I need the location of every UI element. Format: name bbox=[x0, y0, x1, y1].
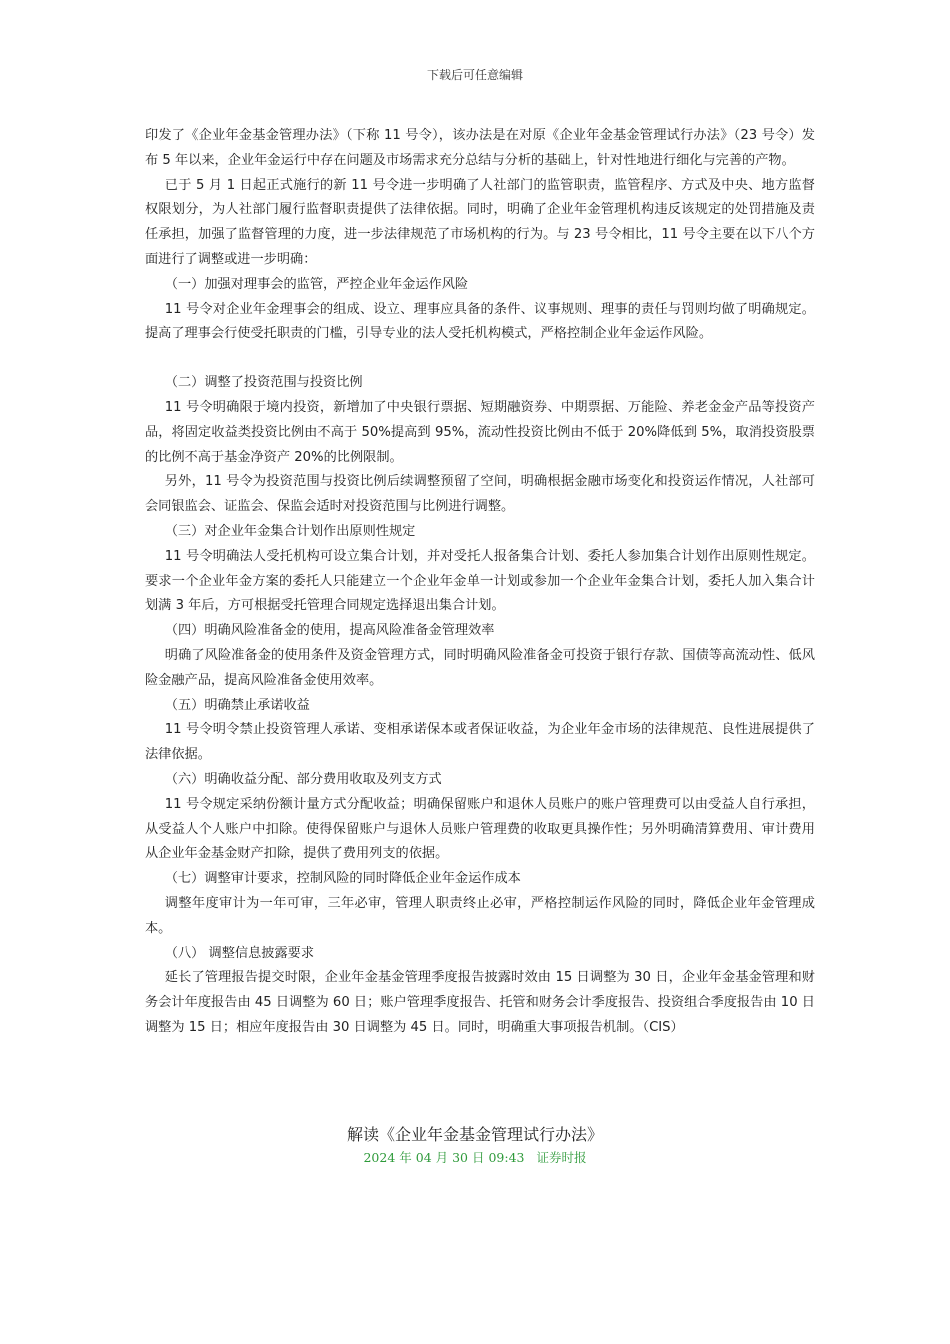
paragraph-overview: 已于 5 月 1 日起正式施行的新 11 号令进一步明确了人社部门的监管职责，监管程序、方式及中央、地方监督权限划分，为人社部门履行监督职责提供了法律依据。同时，明确了企业年金管理机构违反该规定的处罚措施及责任承担，加强了监督管理的力度，进一步法律规范了市场机构的行为。与 23 号令相比，11 号令主要在以下八个方面进行了调整或进一步明确： bbox=[145, 177, 815, 267]
paragraph-intro: 印发了《企业年金基金管理办法》（下称 11 号令），该办法是在对原《企业年金基金管理试行办法》（23 号令）发布 5 年以来，企业年金运行中存在问题及市场需求充分总结与分析的基础上，针对性地进行细化与完善的产物。 bbox=[145, 128, 815, 168]
paragraph-section-1: 11 号令对企业年金理事会的组成、设立、理事应具备的条件、议事规则、理事的责任与罚则均做了明确规定。提高了理事会行使受托职责的门槛，引导专业的法人受托机构模式，严格控制企业年金运作风险。 bbox=[145, 301, 815, 342]
section-heading-6: （六）明确收益分配、部分费用收取及列支方式 bbox=[164, 771, 442, 787]
section-heading-5: （五）明确禁止承诺收益 bbox=[164, 697, 310, 713]
paragraph-section-8: 延长了管理报告提交时限，企业年金基金管理季度报告披露时效由 15 日调整为 30 日，企业年金基金管理和财务会计年度报告由 45 日调整为 60 日；账户管理季度报告、托管和财务会计季度报告、投资组合季度报告由 10 日调整为 15 日；相应年度报告由 30 日调整为 45 日。同时，明确重大事项报告机制。（CIS） bbox=[145, 970, 815, 1035]
article-meta bbox=[0, 1148, 950, 1166]
article-source: 证券时报 bbox=[536, 1150, 587, 1165]
paragraph-section-6: 11 号令规定采纳份额计量方式分配收益；明确保留账户和退休人员账户的账户管理费可以由受益人自行承担，从受益人个人账户中扣除。使得保留账户与退休人员账户管理费的收取更具操作性；另外明确清算费用、审计费用从企业年金基金财产扣除，提供了费用列支的依据。 bbox=[145, 796, 815, 862]
article-date: 2024 年 04 月 30 日 09:43 bbox=[363, 1150, 525, 1165]
page-header-note: 下载后可任意编辑 bbox=[426, 68, 523, 82]
section-heading-1: （一）加强对理事会的监管，严控企业年金运作风险 bbox=[164, 276, 469, 292]
paragraph-section-5: 11 号令明令禁止投资管理人承诺、变相承诺保本或者保证收益，为企业年金市场的法律规范、良性进展提供了法律依据。 bbox=[145, 722, 815, 763]
section-heading-3: （三）对企业年金集合计划作出原则性规定 bbox=[164, 523, 416, 539]
article-title: 解读《企业年金基金管理试行办法》 bbox=[346, 1125, 603, 1144]
paragraph-section-4: 明确了风险准备金的使用条件及资金管理方式，同时明确风险准备金可投资于银行存款、国债等高流动性、低风险金融产品，提高风险准备金使用效率。 bbox=[145, 647, 815, 688]
paragraph-section-2: 11 号令明确限于境内投资，新增加了中央银行票据、短期融资券、中期票据、万能险、养老金金产品等投资产品，将固定收益类投资比例由不高于 50%提高到 95%，流动性投资比例由不低于 20%降低到 5%，取消投资股票的比例不高于基金净资产 20%的比例限制。 bbox=[145, 399, 815, 465]
paragraph-section-7: 调整年度审计为一年可审，三年必审，管理人职责终止必审，严格控制运作风险的同时，降低企业年金管理成本。 bbox=[145, 895, 815, 936]
section-heading-4: （四）明确风险准备金的使用，提高风险准备金管理效率 bbox=[164, 623, 495, 639]
paragraph-section-2b: 另外，11 号令为投资范围与投资比例后续调整预留了空间，明确根据金融市场变化和投资运作情况，人社部可会同银监会、证监会、保监会适时对投资范围与比例进行调整。 bbox=[145, 474, 815, 515]
section-heading-7: （七）调整审计要求，控制风险的同时降低企业年金运作成本 bbox=[164, 871, 521, 887]
section-heading-2: （二）调整了投资范围与投资比例 bbox=[164, 375, 363, 391]
document-body bbox=[145, 124, 815, 1041]
paragraph-section-3: 11 号令明确法人受托机构可设立集合计划，并对受托人报备集合计划、委托人参加集合计划作出原则性规定。要求一个企业年金方案的委托人只能建立一个企业年金单一计划或参加一个企业年金集合计划，委托人加入集合计划满 3 年后，方可根据受托管理合同规定选择退出集合计划。 bbox=[145, 548, 815, 614]
section-heading-8: （八） 调整信息披露要求 bbox=[164, 945, 315, 961]
